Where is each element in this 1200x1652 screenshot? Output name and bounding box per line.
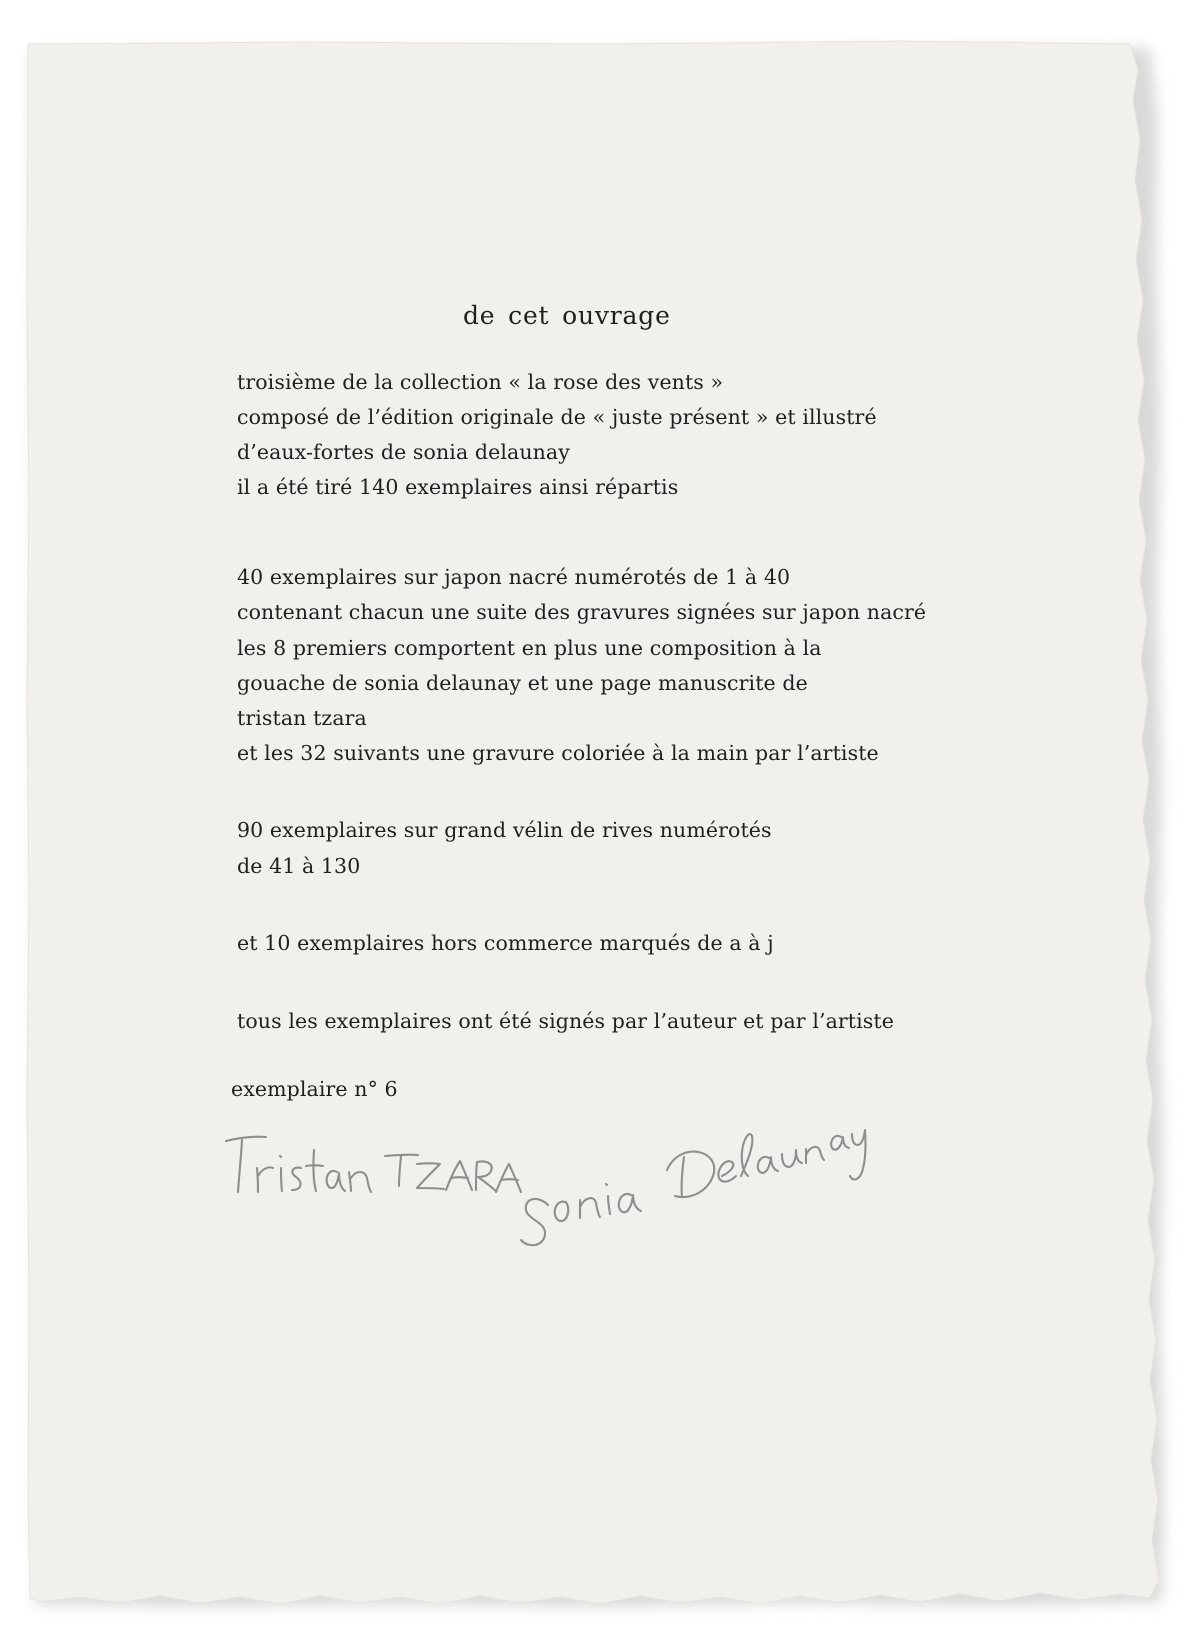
signature-sonia-delaunay	[521, 1130, 866, 1245]
colophon-heading: de cet ouvrage	[463, 301, 671, 330]
copy-number: exemplaire n° 6	[231, 1077, 398, 1101]
colophon-line: d’eaux-fortes de sonia delaunay	[237, 440, 570, 464]
colophon-line: composé de l’édition originale de « juste présent » et illustré	[237, 405, 877, 429]
colophon-line: contenant chacun une suite des gravures signées sur japon nacré	[237, 600, 927, 624]
colophon-line: et les 32 suivants une gravure coloriée à la main par l’artiste	[237, 741, 879, 765]
colophon-line: gouache de sonia delaunay et une page manuscrite de	[237, 671, 808, 695]
colophon-line: tristan tzara	[237, 706, 367, 730]
signature-tristan-tzara	[226, 1137, 521, 1192]
colophon-line: les 8 premiers comportent en plus une composition à la	[237, 636, 822, 660]
colophon-line: et 10 exemplaires hors commerce marqués de a à j	[237, 931, 774, 955]
colophon-line: 90 exemplaires sur grand vélin de rives numérotés	[237, 818, 772, 842]
colophon-line: 40 exemplaires sur japon nacré numérotés de 1 à 40	[237, 565, 791, 589]
colophon-line: de 41 à 130	[237, 854, 361, 878]
colophon-line: il a été tiré 140 exemplaires ainsi répartis	[237, 475, 679, 499]
colophon-line: tous les exemplaires ont été signés par l’auteur et par l’artiste	[237, 1009, 894, 1033]
colophon-line: troisième de la collection « la rose des vents »	[237, 370, 724, 394]
